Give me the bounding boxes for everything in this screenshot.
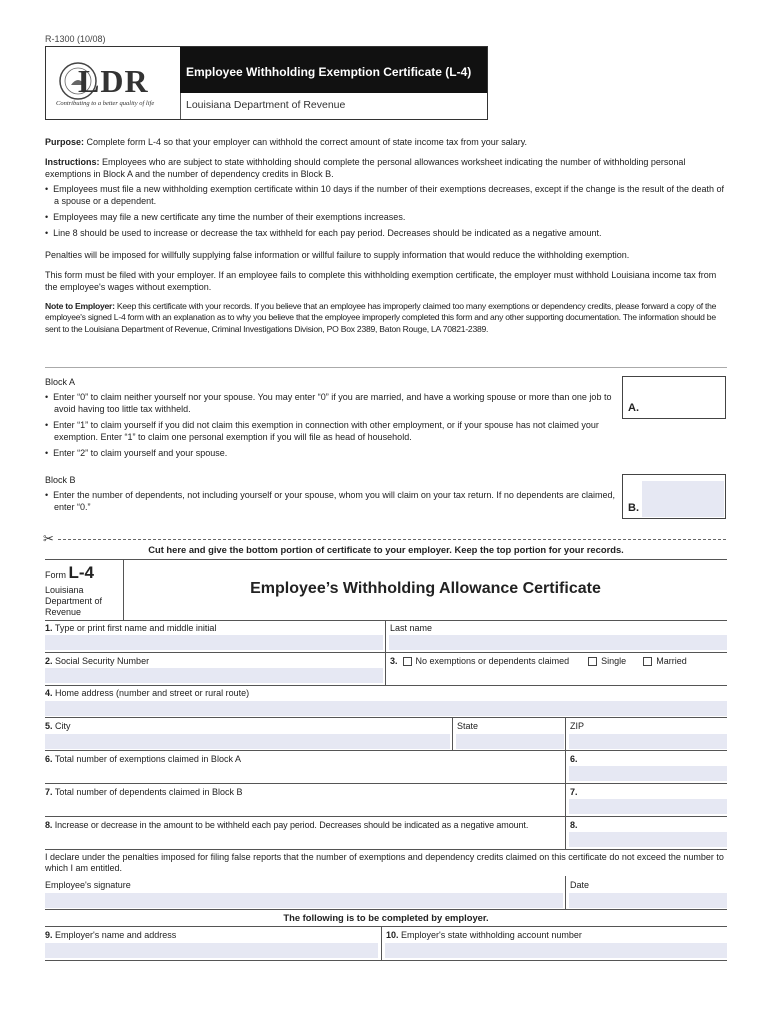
scissors-icon: ✂ — [43, 531, 54, 546]
line1-label: 1. Type or print first name and middle initial — [45, 623, 217, 633]
ssn-field[interactable] — [45, 668, 383, 683]
line6-box-label: 6. — [570, 754, 578, 764]
line8-box-label: 8. — [570, 820, 578, 830]
no-exemptions-checkbox[interactable] — [403, 657, 412, 666]
logo-letters: LDR — [78, 63, 149, 99]
form-code: R-1300 (10/08) — [45, 34, 106, 44]
note-paragraph — [45, 301, 727, 335]
purpose-text: Complete form L-4 so that your employer can withhold the correct amount of state income tax from your salary. — [86, 137, 528, 147]
penalties-text: Penalties will be imposed for willfully supplying false information or willful failure to supply information that would reduce the withholding exemption. — [45, 249, 630, 260]
date-field[interactable] — [569, 893, 727, 908]
employer-heading: The following is to be completed by employer. — [283, 912, 489, 923]
date-label: Date — [570, 880, 590, 890]
line8-label: 8. Increase or decrease in the amount to be withheld each pay period. Decreases should be indicated as a negative amount. — [45, 820, 529, 830]
signature-field[interactable] — [45, 893, 563, 908]
form-number: L-4 — [68, 563, 95, 582]
note-text: Keep this certificate with your records. If you believe that an employee has improperly claimed too many exemptions or dependency credits, please forward a copy of the employee's signed L-4 form with an explanation as to why you believe that the employee improperly completed this form and any other supporting documentation. The information should be sent to the Louisiana Department of Revenue, Criminal Investigations Division, PO Box 2389, Baton Rouge, LA 70821-2389. — [45, 301, 717, 334]
last-name-field[interactable] — [389, 635, 727, 650]
note-label: Note to Employer: — [45, 301, 115, 312]
block-b-input[interactable] — [642, 481, 724, 517]
declaration-text: I declare under the penalties imposed for filing false reports that the number of exemptions and dependency credits claimed on this certificate do not exceed the number to which I am entitled. — [45, 852, 724, 874]
block-a-bullet: • Enter “2” to claim yourself and your spouse. — [45, 448, 228, 459]
block-a-box-label: A. — [628, 402, 639, 414]
purpose-paragraph — [45, 137, 727, 148]
line6-field[interactable] — [569, 766, 727, 781]
line3-options: 3. No exemptions or dependents claimed Single Married — [390, 656, 687, 666]
signature-label: Employee's signature — [45, 880, 131, 890]
block-b-bullet: • Enter the number of dependents, not including yourself or your spouse, whom you will claim on your tax return. If no dependents are claimed, enter “0.” — [45, 490, 615, 512]
line2-label: 2. Social Security Number — [45, 656, 150, 666]
instructions-text: Employees who are subject to state withholding should complete the personal allowances worksheet indicating the number of withholding personal exemptions in Block A and the number of dependency credits in Block B. — [45, 157, 686, 179]
block-b-box[interactable] — [622, 474, 726, 519]
header-subtitle: Louisiana Department of Revenue — [186, 99, 346, 111]
line7-box-label: 7. — [570, 787, 578, 797]
certificate-title: Employee’s Withholding Allowance Certificate — [250, 580, 601, 597]
line5-label: 5. City — [45, 721, 71, 731]
filing-text: This form must be filed with your employer. If an employee fails to complete this withholding exemption certificate, the employer must withhold Louisiana income tax from the employee's wages without exemption. — [45, 270, 717, 292]
employer-name-field[interactable] — [45, 943, 378, 958]
intro-bullet: • Employees must file a new withholding exemption certificate within 10 days if the number of their exemptions decreases, except if the change is the result of the death of a spouse or a dependent. — [45, 184, 725, 206]
last-name-label: Last name — [390, 623, 433, 633]
home-address-field[interactable] — [45, 701, 727, 716]
ldr-logo — [56, 57, 174, 111]
married-checkbox[interactable] — [643, 657, 652, 666]
intro-bullet: • Line 8 should be used to increase or decrease the tax withheld for each pay period. Decreases should be indicated as a negative amount. — [45, 228, 602, 239]
block-a-box[interactable] — [622, 376, 726, 419]
zip-label: ZIP — [570, 721, 585, 731]
line8-field[interactable] — [569, 832, 727, 847]
block-a-bullet: • Enter “0” to claim neither yourself nor your spouse. You may enter “0” if you are married, and have a working spouse or more than one job to avoid having too little tax withheld. — [45, 392, 612, 414]
line7-label: 7. Total number of dependents claimed in Block B — [45, 787, 243, 797]
line6-label: 6. Total number of exemptions claimed in Block A — [45, 754, 241, 764]
cut-instructions: Cut here and give the bottom portion of certificate to your employer. Keep the top portion for your records. — [148, 544, 624, 555]
employer-account-field[interactable] — [385, 943, 727, 958]
block-a-title: Block A — [45, 377, 76, 387]
instructions-label: Instructions: — [45, 157, 100, 168]
state-label: State — [457, 721, 479, 731]
block-a-bullet: • Enter “1” to claim yourself if you did not claim this exemption in connection with other employment, or if your spouse has not claimed your exemption. Enter “1” to claim one personal exemption if you will file as head of household. — [45, 420, 599, 442]
instructions-paragraph — [45, 157, 727, 180]
form-word: Form — [45, 570, 66, 580]
line4-label: 4. Home address (number and street or rural route) — [45, 688, 250, 698]
header-box — [45, 46, 488, 120]
first-name-field[interactable] — [45, 635, 383, 650]
purpose-label: Purpose: — [45, 137, 85, 147]
state-field[interactable] — [456, 734, 564, 749]
certificate-agency: Louisiana Department of Revenue — [45, 585, 103, 617]
city-field[interactable] — [45, 734, 450, 749]
logo-tagline: Contributing to a better quality of life — [56, 100, 155, 107]
intro-bullet: • Employees may file a new certificate any time the number of their exemptions increases. — [45, 212, 406, 223]
block-b-title: Block B — [45, 475, 76, 485]
zip-field[interactable] — [569, 734, 727, 749]
line9-label: 9. Employer's name and address — [45, 930, 177, 940]
block-b-box-label: B. — [628, 502, 639, 514]
header-title: Employee Withholding Exemption Certificate (L-4) — [186, 65, 472, 79]
single-checkbox[interactable] — [588, 657, 597, 666]
line7-field[interactable] — [569, 799, 727, 814]
line10-label: 10. Employer's state withholding account number — [386, 930, 582, 940]
form-label — [45, 563, 94, 583]
